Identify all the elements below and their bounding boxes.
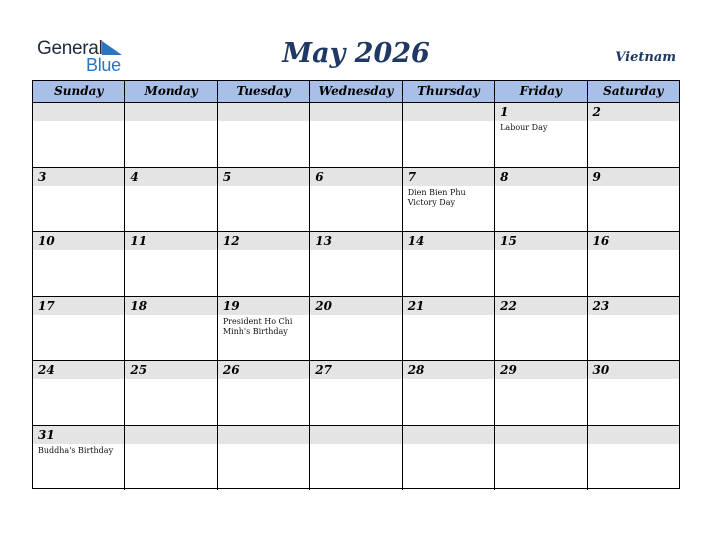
week-row: [33, 103, 679, 168]
weeks-container: [33, 103, 679, 490]
day-cell: [33, 232, 125, 296]
logo-blue-text: Blue: [86, 55, 121, 75]
weekday-saturday: Saturday: [603, 84, 664, 98]
day-number: 10: [38, 234, 55, 248]
day-number: 17: [38, 298, 55, 313]
day-number-band: [33, 168, 124, 186]
day-number-band: [495, 168, 586, 186]
day-cell: [218, 168, 310, 232]
day-cell: [495, 168, 587, 232]
day-cell: [310, 426, 402, 491]
day-cell: [495, 232, 587, 296]
holiday-label: President Ho Chi Minh's Birthday: [222, 316, 293, 336]
day-cell: [218, 426, 310, 491]
day-number: 23: [592, 298, 610, 313]
day-cell: [310, 168, 402, 232]
day-number: 5: [222, 169, 232, 184]
day-number-band: [218, 426, 309, 444]
day-number: 21: [407, 298, 425, 313]
day-cell: [495, 103, 587, 167]
day-number: 11: [130, 234, 148, 248]
week-row: [33, 361, 679, 426]
weekday-header: [33, 81, 679, 103]
day-number-band: [495, 103, 586, 121]
day-cell: [125, 297, 217, 361]
day-number-band: [588, 426, 679, 444]
day-cell: [403, 168, 495, 232]
day-cell: [310, 361, 402, 425]
day-number: 20: [315, 298, 332, 313]
logo-general-text: General: [37, 38, 103, 59]
day-number-band: [403, 168, 494, 186]
day-number: 31: [38, 427, 55, 442]
day-cell: [33, 426, 125, 491]
day-cell: [125, 361, 217, 425]
day-cell: [310, 232, 402, 296]
week-row: [33, 297, 679, 362]
day-number: 7: [407, 169, 417, 184]
day-number: 13: [315, 234, 332, 248]
day-number: 27: [315, 363, 332, 377]
day-cell: [495, 426, 587, 491]
day-cell: [218, 103, 310, 167]
day-number: 24: [38, 363, 55, 377]
day-number-band: [218, 103, 309, 121]
day-cell: [218, 361, 310, 425]
day-number-band: [588, 103, 679, 121]
day-number-band: [125, 103, 216, 121]
country-label: Vietnam: [615, 50, 676, 65]
day-number-band: [125, 426, 216, 444]
weekday-monday: Monday: [125, 81, 217, 102]
day-cell: [33, 103, 125, 167]
day-number: 25: [130, 363, 148, 377]
day-cell: [33, 168, 125, 232]
day-number: 16: [592, 234, 610, 248]
calendar-grid: [32, 80, 680, 489]
holiday-label: Dien Bien Phu Victory Day: [407, 187, 466, 207]
day-cell: [403, 103, 495, 167]
day-number: 19: [222, 298, 240, 313]
day-number: 28: [407, 363, 425, 377]
weekday-thursday: Thursday: [403, 81, 495, 102]
day-number: 6: [315, 169, 324, 184]
day-number: 3: [38, 169, 47, 184]
weekday-sunday: Sunday: [33, 81, 125, 102]
day-cell: [125, 426, 217, 491]
weekday-friday: Friday: [495, 81, 587, 102]
day-number: 4: [130, 169, 139, 184]
day-number: 1: [500, 105, 509, 119]
day-cell: [125, 232, 217, 296]
day-number: 26: [222, 363, 240, 377]
day-number-band: [310, 103, 401, 121]
day-cell: [403, 426, 495, 491]
day-number: 12: [222, 234, 240, 248]
day-cell: [588, 232, 679, 296]
day-number-band: [310, 426, 401, 444]
day-cell: [33, 361, 125, 425]
day-number: 9: [592, 169, 601, 184]
day-number-band: [403, 426, 494, 444]
holiday-label: Buddha's Birthday: [38, 445, 114, 455]
day-number: 29: [500, 363, 517, 377]
calendar-title: May 2026: [282, 38, 430, 69]
weekday-tuesday: Tuesday: [218, 81, 310, 102]
day-number-band: [588, 168, 679, 186]
weekday-wednesday: Wednesday: [310, 81, 402, 102]
day-cell: [495, 361, 587, 425]
day-cell: [495, 297, 587, 361]
day-cell: [33, 297, 125, 361]
day-cell: [403, 232, 495, 296]
day-cell: [403, 361, 495, 425]
day-number-band: [495, 426, 586, 444]
day-cell: [125, 168, 217, 232]
day-number: 22: [500, 298, 517, 313]
day-number-band: [218, 168, 309, 186]
day-number: 18: [130, 298, 148, 313]
week-row: [33, 426, 679, 491]
day-number: 2: [592, 105, 601, 119]
day-cell: [588, 297, 679, 361]
day-cell: [588, 103, 679, 167]
day-number-band: [125, 168, 216, 186]
day-number: 8: [500, 169, 509, 184]
day-number-band: [403, 103, 494, 121]
day-cell: [218, 232, 310, 296]
day-cell: [588, 426, 679, 491]
day-cell: [310, 103, 402, 167]
day-cell: [218, 297, 310, 361]
day-cell: [403, 297, 495, 361]
week-row: [33, 232, 679, 297]
day-cell: [588, 168, 679, 232]
day-cell: [588, 361, 679, 425]
day-number: 15: [500, 234, 517, 248]
day-cell: [310, 297, 402, 361]
holiday-label: Labour Day: [500, 123, 548, 132]
day-number-band: [33, 103, 124, 121]
week-row: [33, 168, 679, 233]
day-number: 30: [592, 363, 610, 377]
day-number: 14: [407, 234, 425, 248]
day-cell: [125, 103, 217, 167]
